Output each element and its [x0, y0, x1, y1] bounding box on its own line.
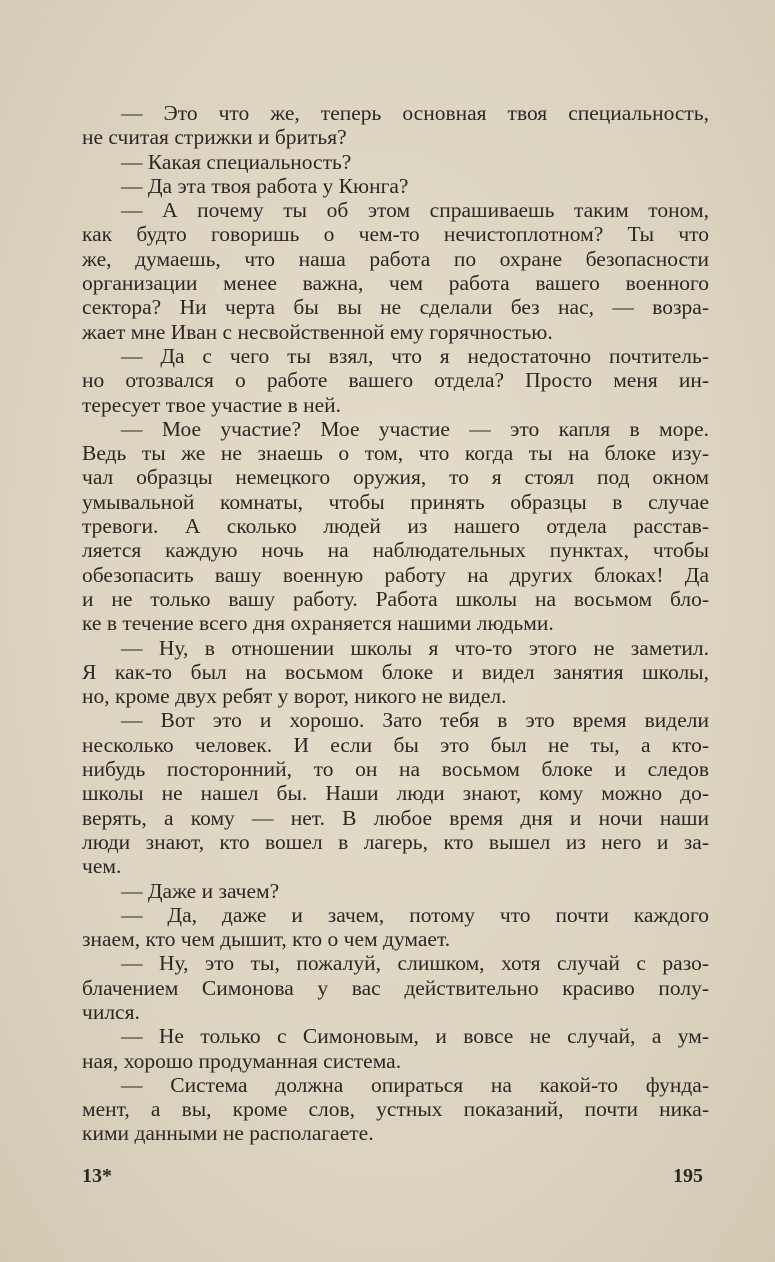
- text-line: не считая стрижки и бритья?: [82, 125, 347, 150]
- text-line: чал образцы немецкого оружия, то я стоял под окном: [82, 465, 709, 490]
- text-line: но отозвался о работе вашего отдела? Просто меня ин-: [82, 368, 709, 393]
- page-footer: [82, 1165, 709, 1191]
- text-line: — Да, даже и зачем, потому что почти каждого: [121, 902, 709, 927]
- text-line: ке в течение всего дня охраняется нашими людьми.: [82, 611, 554, 636]
- text-line: чился.: [82, 999, 140, 1024]
- text-line: тересует твое участие в ней.: [82, 392, 342, 417]
- text-line: — Вот это и хорошо. Зато тебя в это время видели: [121, 708, 709, 733]
- text-line: и не только вашу работу. Работа школы на восьмом бло-: [82, 586, 709, 611]
- text-line: как будто говоришь о чем-то нечистоплотном? Ты что: [82, 222, 709, 247]
- text-line: мент, а вы, кроме слов, устных показаний, почти ника-: [82, 1097, 709, 1122]
- text-line: — Не только с Симоновым, и вовсе не случай, а ум-: [121, 1024, 709, 1049]
- text-line: же, думаешь, что наша работа по охране безопасности: [82, 246, 709, 271]
- text-line: несколько человек. И если бы это был не ты, а кто-: [82, 732, 709, 757]
- body-text: [82, 101, 709, 1146]
- text-line: — А почему ты об этом спрашиваешь таким тоном,: [121, 198, 709, 223]
- text-line: Ведь ты же не знаешь о том, что когда ты на блоке изу-: [82, 441, 709, 466]
- text-line: блачением Симонова у вас действительно красиво полу-: [82, 975, 709, 1000]
- text-line: обезопасить вашу военную работу на других блоках! Да: [82, 562, 709, 587]
- text-line: верять, а кому — нет. В любое время дня и ночи наши: [82, 805, 709, 830]
- text-line: — Мое участие? Мое участие — это капля в море.: [121, 416, 709, 441]
- text-line: организации менее важна, чем работа вашего военного: [82, 271, 709, 296]
- text-line: знаем, кто чем дышит, кто о чем думает.: [82, 927, 451, 952]
- text-line: чем.: [82, 854, 122, 879]
- text-line: ляется каждую ночь на наблюдательных пунктах, чтобы: [82, 538, 709, 563]
- text-line: — Ну, это ты, пожалуй, слишком, хотя случай с разо-: [121, 951, 709, 976]
- signature-mark: 13*: [82, 1165, 112, 1187]
- text-line: Я как-то был на восьмом блоке и видел занятия школы,: [82, 659, 709, 684]
- text-line: кими данными не располагаете.: [82, 1121, 374, 1146]
- text-line: тревоги. А сколько людей из нашего отдела расстав-: [82, 514, 709, 539]
- text-line: — Да с чего ты взял, что я недостаточно почтитель-: [121, 343, 709, 368]
- text-line: школы не нашел бы. Наши люди знают, кому можно до-: [82, 781, 709, 806]
- text-line: люди знают, кто вошел в лагерь, кто вышел из него и за-: [82, 829, 709, 854]
- text-line: сектора? Ни черта бы вы не сделали без нас, — возра-: [82, 295, 709, 320]
- text-line: но, кроме двух ребят у ворот, никого не видел.: [82, 684, 507, 709]
- text-line: — Да эта твоя работа у Кюнга?: [121, 173, 409, 198]
- page-number: 195: [673, 1165, 703, 1187]
- text-line: — Система должна опираться на какой-то фундa-: [121, 1072, 709, 1097]
- text-line: — Это что же, теперь основная твоя специальность,: [121, 101, 709, 125]
- text-line: — Даже и зачем?: [121, 878, 280, 903]
- text-line: нибудь посторонний, то он на восьмом блоке и следов: [82, 757, 709, 782]
- text-line: жает мне Иван с несвойственной ему горячностью.: [82, 319, 553, 344]
- text-line: — Какая специальность?: [121, 149, 352, 174]
- text-line: умывальной комнаты, чтобы принять образцы в случае: [82, 489, 709, 514]
- text-line: ная, хорошо продуманная система.: [82, 1048, 402, 1073]
- text-line: — Ну, в отношении школы я что-то этого не заметил.: [121, 635, 709, 660]
